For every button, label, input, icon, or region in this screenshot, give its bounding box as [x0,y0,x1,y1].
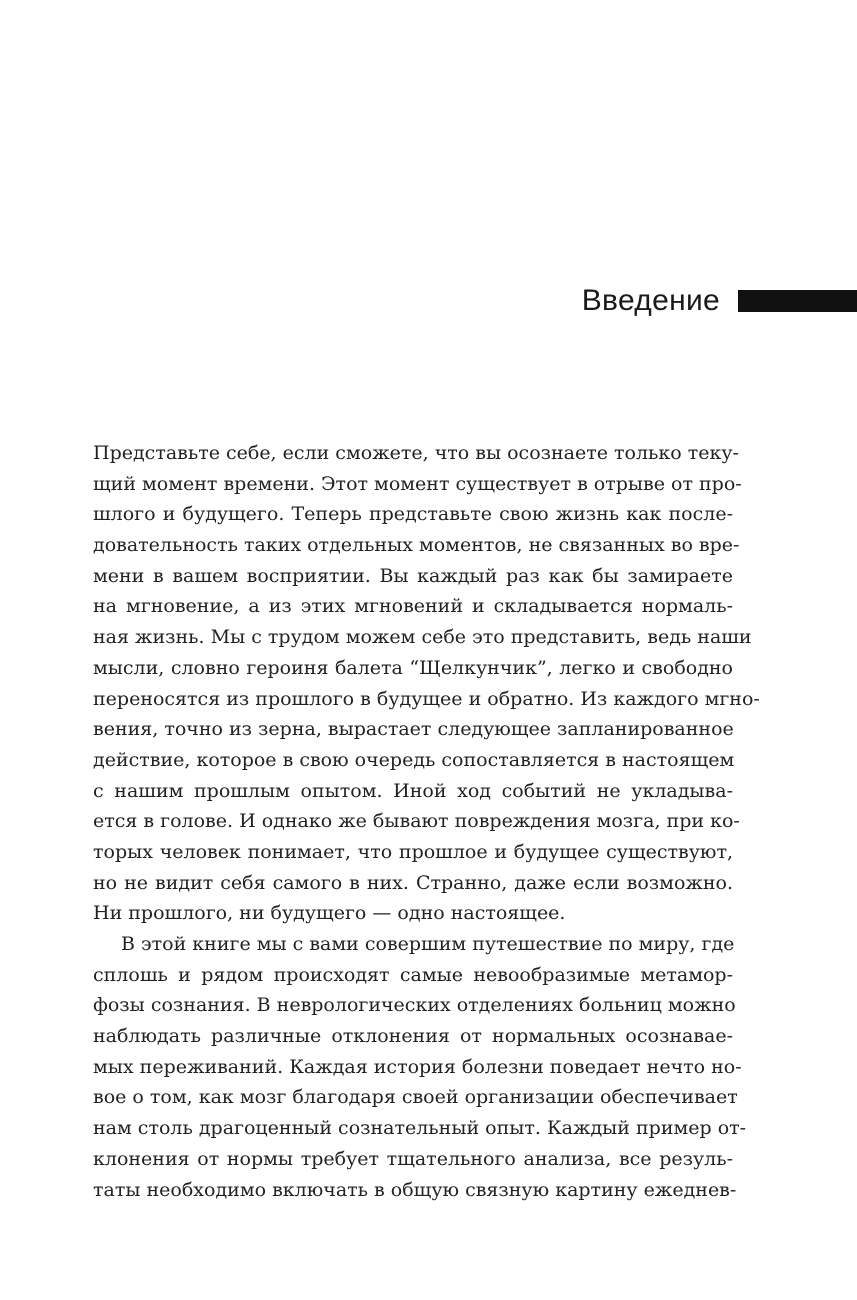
paragraph-1 [93,438,760,929]
text-line: мени в вашем восприятии. Вы каждый раз как бы замираете [93,564,733,587]
text-line: мысли, словно героиня балета “Щелкунчик”, легко и свободно [93,656,733,679]
text-line: вения, точно из зерна, вырастает следующее запланированное [93,718,734,741]
text-line: довательность таких отдельных моментов, не связанных во вре- [93,534,740,557]
text-line: переносятся из прошлого в будущее и обратно. Из каждого мгно- [93,687,760,710]
text-line: таты необходимо включать в общую связную картину ежеднев- [93,1178,737,1201]
text-line: клонения от нормы требует тщательного анализа, все резуль- [93,1147,733,1170]
chapter-header [582,280,857,322]
chapter-marker-bar [738,290,857,312]
text-line: щий момент времени. Этот момент существует в отрыве от про- [93,472,742,495]
body-text [93,438,760,1205]
text-line: ется в голове. И однако же бывают повреждения мозга, при ко- [93,810,740,833]
text-line: сплошь и рядом происходят самые невообразимые метамор- [93,963,733,986]
text-line: с нашим прошлым опытом. Иной ход событий не укладыва- [93,779,733,802]
text-line: ная жизнь. Мы с трудом можем себе это представить, ведь наши [93,626,752,649]
text-line: нам столь драгоценный сознательный опыт. Каждый пример от- [93,1117,747,1140]
text-line: Представьте себе, если сможете, что вы осознаете только теку- [93,442,739,464]
text-line: В этой книге мы с вами совершим путешествие по миру, где [121,933,735,955]
text-line: но не видит себя самого в них. Странно, даже если возможно. [93,871,733,894]
text-line: Ни прошлого, ни будущего — одно настоящее. [93,902,566,925]
text-line: наблюдать различные отклонения от нормальных осознавае- [93,1025,733,1048]
chapter-title: Введение [581,284,720,317]
text-line: вое о том, как мозг благодаря своей организации обеспечивает [93,1086,738,1109]
text-line: действие, которое в свою очередь сопоставляется в настоящем [93,748,735,771]
paragraph-2 [93,929,747,1205]
text-line: торых человек понимает, что прошлое и будущее существуют, [93,840,733,863]
text-line: мых переживаний. Каждая история болезни поведает нечто но- [93,1055,742,1078]
text-line: фозы сознания. В неврологических отделениях больниц можно [93,994,736,1017]
text-line: на мгновение, а из этих мгновений и складывается нормаль- [93,595,733,618]
text-line: шлого и будущего. Теперь представьте свою жизнь как после- [93,503,733,526]
